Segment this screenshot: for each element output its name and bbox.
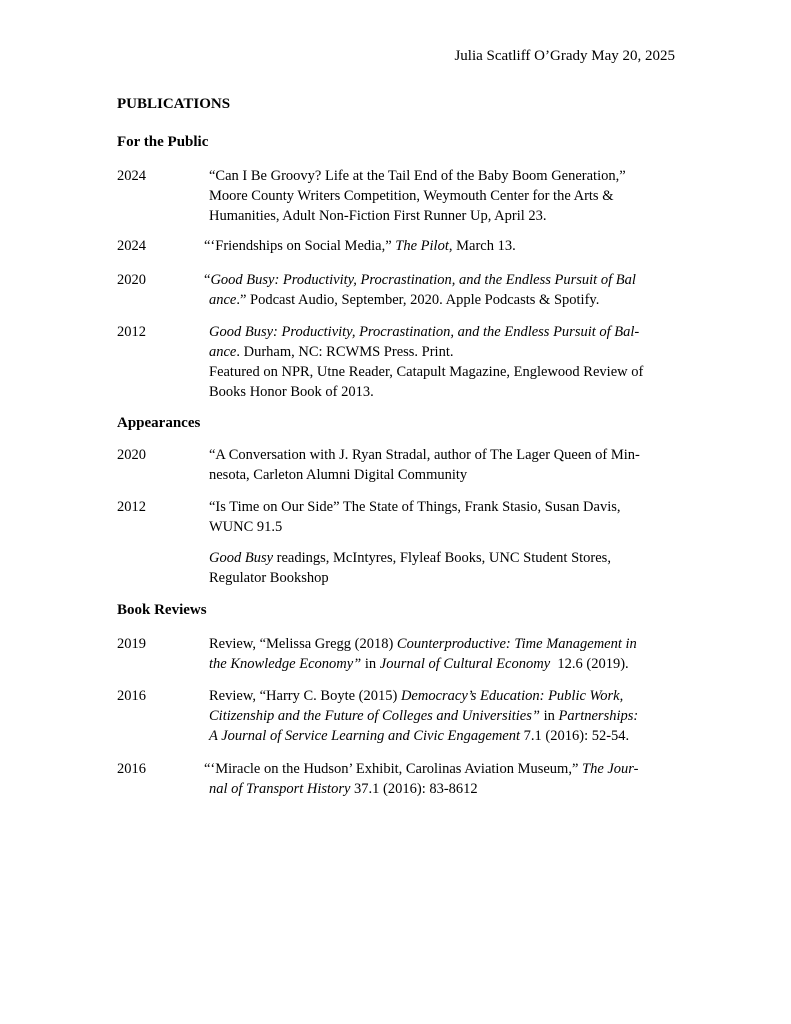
entry-text: Good Busy: Productivity, Procrastination, and the Endless Pursuit of Bal- ance. Durham, NC: RCWMS Press. Print. Featured on NPR, Utne Reader, Catapult Magazine, Englewood Review of Books Honor Book of 2013. bbox=[209, 324, 644, 400]
entry-text: “‘Miracle on the Hudson’ Exhibit, Carolinas Aviation Museum,” The Jour- nal of Transport History 37.1 (2016): 83-8612 bbox=[204, 761, 639, 797]
entry-appearance-2 bbox=[117, 497, 677, 537]
entry-public-4 bbox=[117, 322, 677, 402]
entry-text: “A Conversation with J. Ryan Stradal, author of The Lager Queen of Min- nesota, Carleton Alumni Digital Community bbox=[209, 447, 640, 483]
entry-text: Review, “Melissa Gregg (2018) Counterproductive: Time Management in the Knowledge Economy” in Journal of Cultural Economy 12.6 (2019). bbox=[209, 636, 637, 672]
entry-year: 2016 bbox=[117, 688, 146, 704]
entry-year: 2024 bbox=[117, 168, 146, 184]
entry-text: “Is Time on Our Side” The State of Things, Frank Stasio, Susan Davis, WUNC 91.5 bbox=[209, 499, 621, 535]
entry-review-1 bbox=[117, 634, 677, 674]
entry-text: Review, “Harry C. Boyte (2015) Democracy’s Education: Public Work, Citizenship and the Future of Colleges and Universities” in Partnerships: A Journal of Service Learning and Civic Engagement 7.1 (2016): 52-54. bbox=[209, 688, 639, 744]
entry-review-2 bbox=[117, 686, 677, 746]
entry-review-3 bbox=[117, 759, 677, 799]
section-heading-public: For the Public bbox=[117, 134, 209, 150]
entry-public-1 bbox=[117, 166, 677, 226]
entry-year: 2016 bbox=[117, 761, 146, 777]
entry-year: 2012 bbox=[117, 324, 146, 340]
section-heading-appearances: Appearances bbox=[117, 415, 201, 431]
entry-year: 2012 bbox=[117, 499, 146, 515]
entry-year: 2020 bbox=[117, 447, 146, 463]
entry-text: Good Busy readings, McIntyres, Flyleaf Books, UNC Student Stores, Regulator Bookshop bbox=[209, 550, 611, 586]
entry-text: “‘Friendships on Social Media,” The Pilot, March 13. bbox=[204, 238, 516, 254]
header-name-date: Julia Scatliff O’Grady May 20, 2025 bbox=[454, 48, 675, 64]
entry-appearance-1 bbox=[117, 445, 677, 485]
page-title: PUBLICATIONS bbox=[117, 96, 231, 112]
entry-public-2 bbox=[117, 236, 677, 256]
entry-year: 2020 bbox=[117, 272, 146, 288]
entry-year: 2024 bbox=[117, 238, 146, 254]
entry-text: “Can I Be Groovy? Life at the Tail End of the Baby Boom Generation,” Moore County Writers Competition, Weymouth Center for the Arts & Humanities, Adult Non-Fiction First Runner Up, April 23. bbox=[209, 168, 626, 224]
entry-public-3 bbox=[117, 270, 677, 310]
entry-year: 2019 bbox=[117, 636, 146, 652]
entry-text: “Good Busy: Productivity, Procrastination, and the Endless Pursuit of Bal ance.” Podcast Audio, September, 2020. Apple Podcasts & Spotify. bbox=[204, 272, 636, 308]
entry-appearance-3 bbox=[117, 548, 677, 588]
section-heading-reviews: Book Reviews bbox=[117, 602, 207, 618]
